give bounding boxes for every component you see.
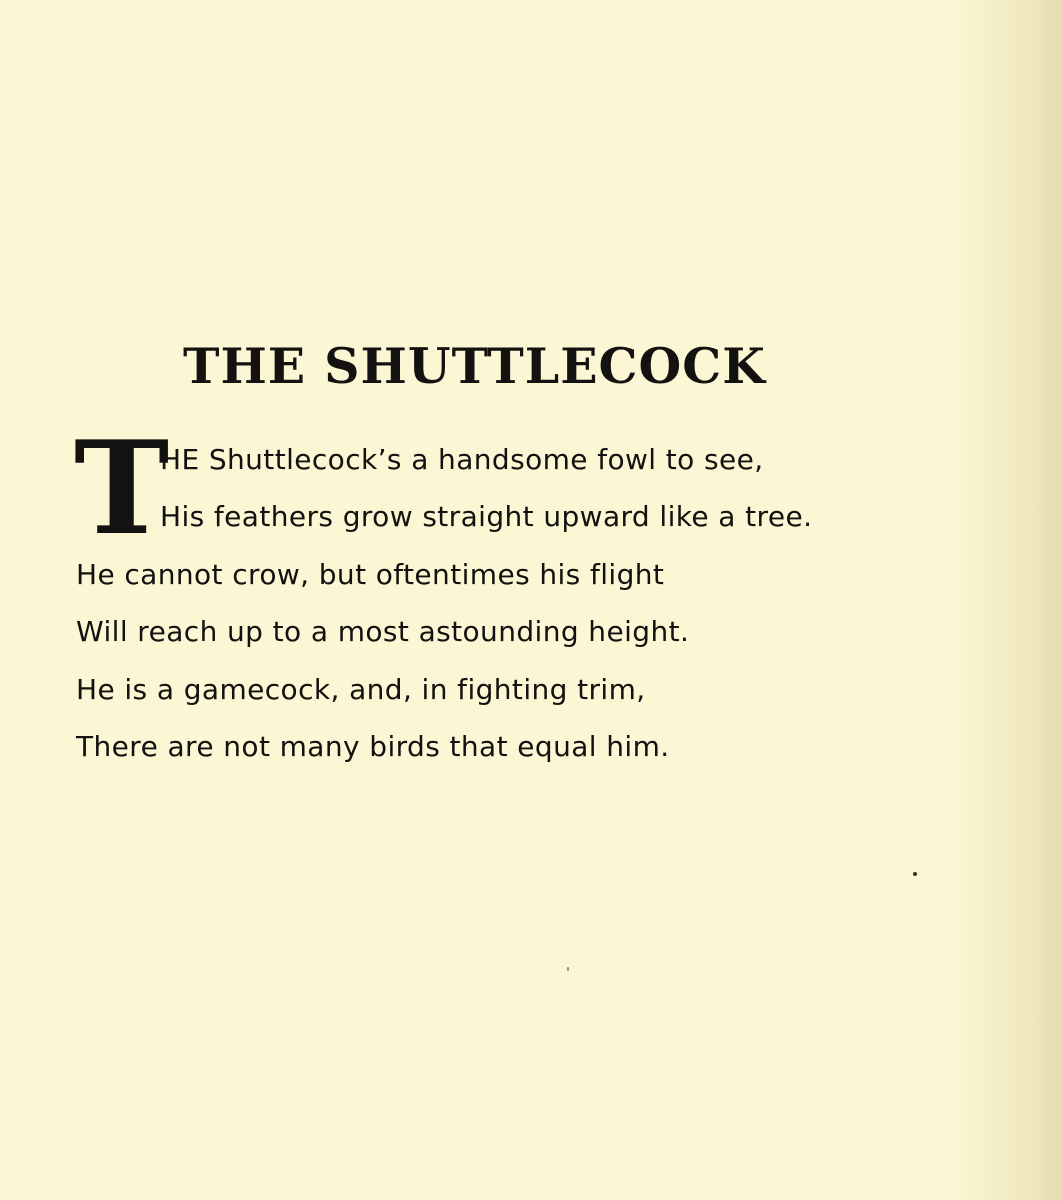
poem-line-3: He cannot crow, but oftentimes his flight [76,558,665,591]
poem-line-4: Will reach up to a most astounding height. [76,615,690,648]
poem-line-2: His feathers grow straight upward like a tree. [160,500,813,533]
paper-speck [913,872,917,876]
drop-cap-letter: T [74,414,170,564]
poem-line-5: He is a gamecock, and, in fighting trim, [76,673,646,706]
paper-speck [567,967,569,971]
poem-line-1: HE Shuttlecock’s a handsome fowl to see, [160,443,764,476]
poem-title: THE SHUTTLECOCK [183,337,766,395]
poem-line-6: There are not many birds that equal him. [76,730,670,763]
